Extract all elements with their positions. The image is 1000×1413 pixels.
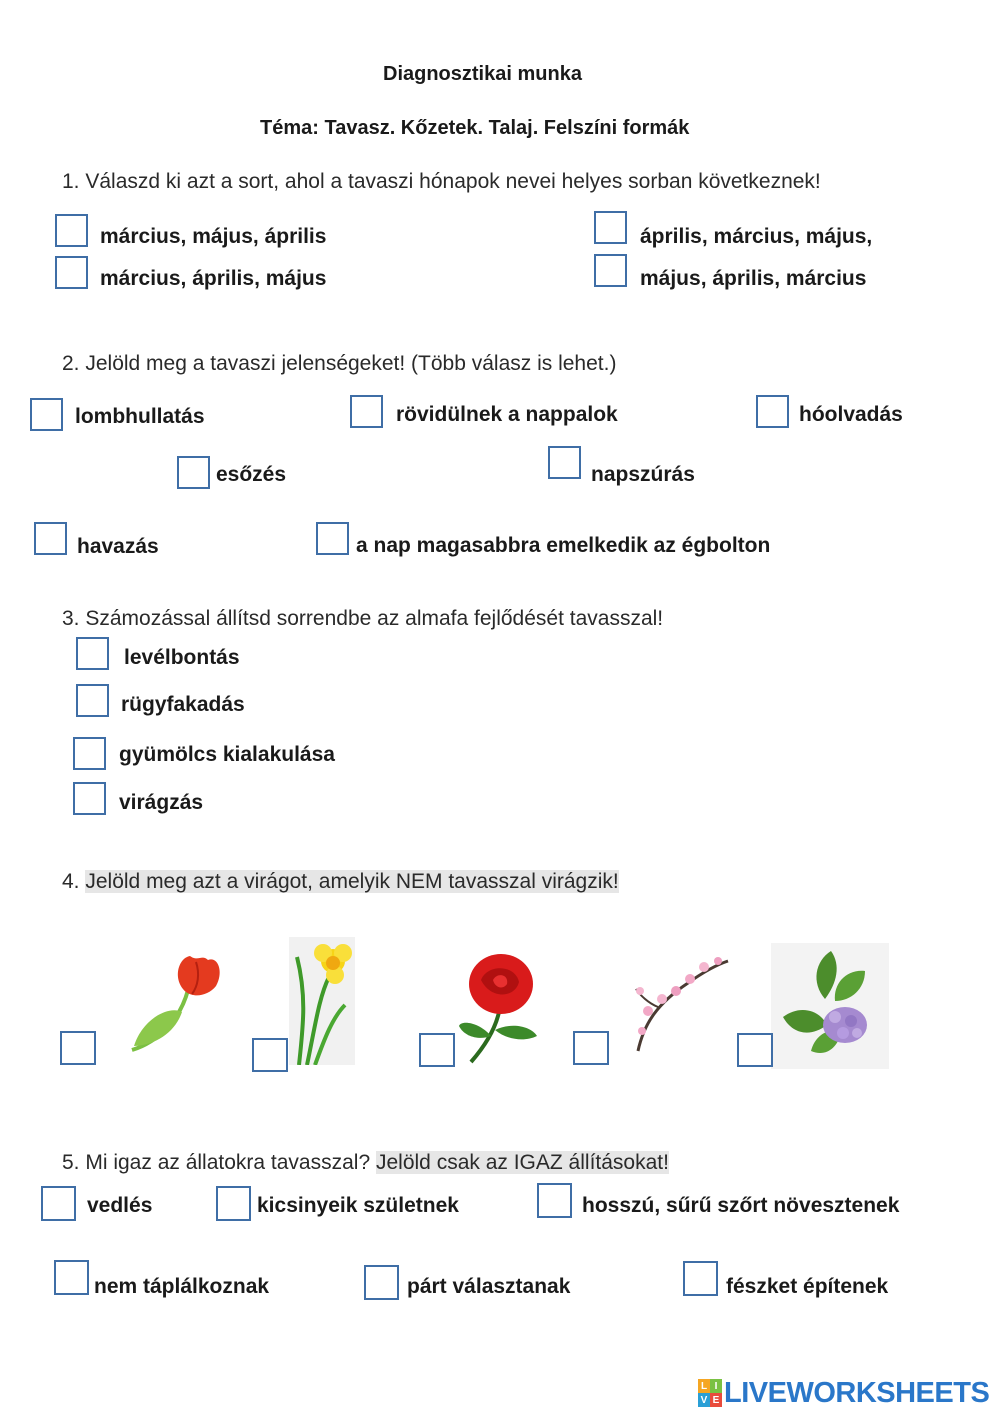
q3-option-2-box[interactable] [76,684,109,717]
q5-option-1-label: vedlés [87,1194,153,1217]
daffodil-image [289,937,355,1065]
q5-option-5-checkbox[interactable] [364,1265,399,1300]
q1-option-2-label: április, március, május, [640,225,873,248]
question-5-plain: 5. Mi igaz az állatokra tavasszal? [62,1151,371,1174]
q5-option-4-label: nem táplálkoznak [94,1275,270,1298]
q1-option-1-checkbox[interactable] [55,214,88,247]
page-title: Diagnosztikai munka [383,63,582,85]
q3-option-4-label: virágzás [119,791,204,814]
q4-lilac-checkbox[interactable] [737,1033,773,1067]
q5-option-6-checkbox[interactable] [683,1261,718,1296]
question-4-text [62,870,619,894]
q2-option-5-checkbox[interactable] [548,446,581,479]
liveworksheets-logo [698,1376,989,1410]
q2-option-3-checkbox[interactable] [756,395,789,428]
question-4-number: 4. [62,870,80,893]
q3-option-3-label: gyümölcs kialakulása [119,743,335,766]
q4-daffodil-checkbox[interactable] [252,1038,288,1072]
q2-option-3-label: hóolvadás [799,403,903,426]
logo-mark-e: E [710,1393,722,1407]
question-5-text [62,1151,669,1175]
q3-option-1-label: levélbontás [124,646,240,669]
q1-option-1-label: március, május, április [100,225,327,248]
logo-text: LIVEWORKSHEETS [724,1376,990,1409]
q2-option-4-checkbox[interactable] [177,456,210,489]
question-5-highlight: Jelöld csak az IGAZ állításokat! [375,1151,669,1174]
logo-mark-v: V [698,1393,710,1407]
question-3-text: 3. Számozással állítsd sorrendbe az almafa fejlődését tavasszal! [62,607,664,630]
q3-option-3-box[interactable] [73,737,106,770]
q2-option-6-label: havazás [77,535,159,558]
q2-option-7-checkbox[interactable] [316,522,349,555]
logo-mark-icon [698,1379,722,1407]
q5-option-4-checkbox[interactable] [54,1260,89,1295]
q1-option-2-checkbox[interactable] [594,211,627,244]
tulip-image [128,950,228,1055]
q5-option-1-checkbox[interactable] [41,1186,76,1221]
question-1-text: 1. Válaszd ki azt a sort, ahol a tavaszi hónapok nevei helyes sorban következnek! [62,170,821,193]
q2-option-1-label: lombhullatás [75,405,205,428]
q1-option-3-label: március, április, május [100,267,327,290]
q2-option-5-label: napszúrás [591,463,695,486]
q3-option-2-label: rügyfakadás [121,693,245,716]
q3-option-1-box[interactable] [76,637,109,670]
question-4-highlight: Jelöld meg azt a virágot, amelyik NEM tavasszal virágzik! [85,870,619,893]
q5-option-2-checkbox[interactable] [216,1186,251,1221]
q2-option-1-checkbox[interactable] [30,398,63,431]
q1-option-4-checkbox[interactable] [594,254,627,287]
q1-option-3-checkbox[interactable] [55,256,88,289]
q3-option-4-box[interactable] [73,782,106,815]
q5-option-6-label: fészket építenek [726,1275,889,1298]
logo-mark-l: L [698,1379,710,1393]
cherry-blossom-image [628,953,730,1055]
q2-option-2-label: rövidülnek a nappalok [396,403,618,426]
q1-option-4-label: május, április, március [640,267,867,290]
q2-option-6-checkbox[interactable] [34,522,67,555]
lilac-image [771,943,889,1069]
q5-option-5-label: párt választanak [407,1275,571,1298]
q5-option-2-label: kicsinyeik születnek [257,1194,459,1217]
q4-tulip-checkbox[interactable] [60,1031,96,1065]
logo-mark-i: I [710,1379,722,1393]
rose-image [455,950,545,1065]
q2-option-7-label: a nap magasabbra emelkedik az égbolton [356,534,771,557]
q4-rose-checkbox[interactable] [419,1033,455,1067]
question-2-text: 2. Jelöld meg a tavaszi jelenségeket! (Több válasz is lehet.) [62,352,617,375]
q2-option-2-checkbox[interactable] [350,395,383,428]
q5-option-3-label: hosszú, sűrű szőrt növesztenek [582,1194,900,1217]
page-subtitle: Téma: Tavasz. Kőzetek. Talaj. Felszíni formák [260,117,690,139]
q4-cherry-blossom-checkbox[interactable] [573,1031,609,1065]
q2-option-4-label: esőzés [216,463,287,486]
q5-option-3-checkbox[interactable] [537,1183,572,1218]
